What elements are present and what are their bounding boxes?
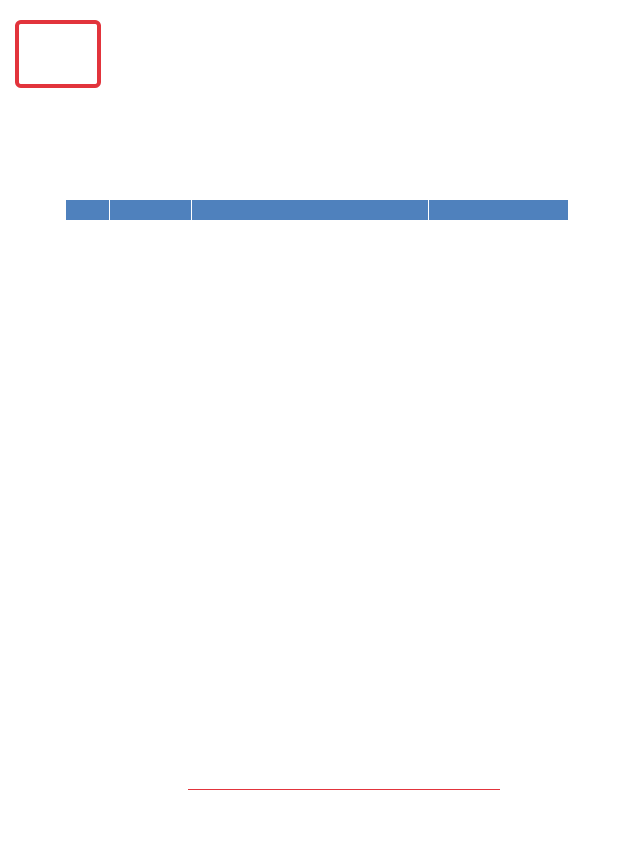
mp-learning-center-logo [15, 20, 125, 120]
table-header-row [66, 200, 568, 220]
header-waktu [109, 200, 191, 220]
header-no [66, 200, 109, 220]
header-acara [191, 200, 428, 220]
footer [188, 789, 500, 796]
header-keterangan [428, 200, 568, 220]
logo-frame [15, 20, 101, 88]
schedule-table [66, 200, 569, 220]
